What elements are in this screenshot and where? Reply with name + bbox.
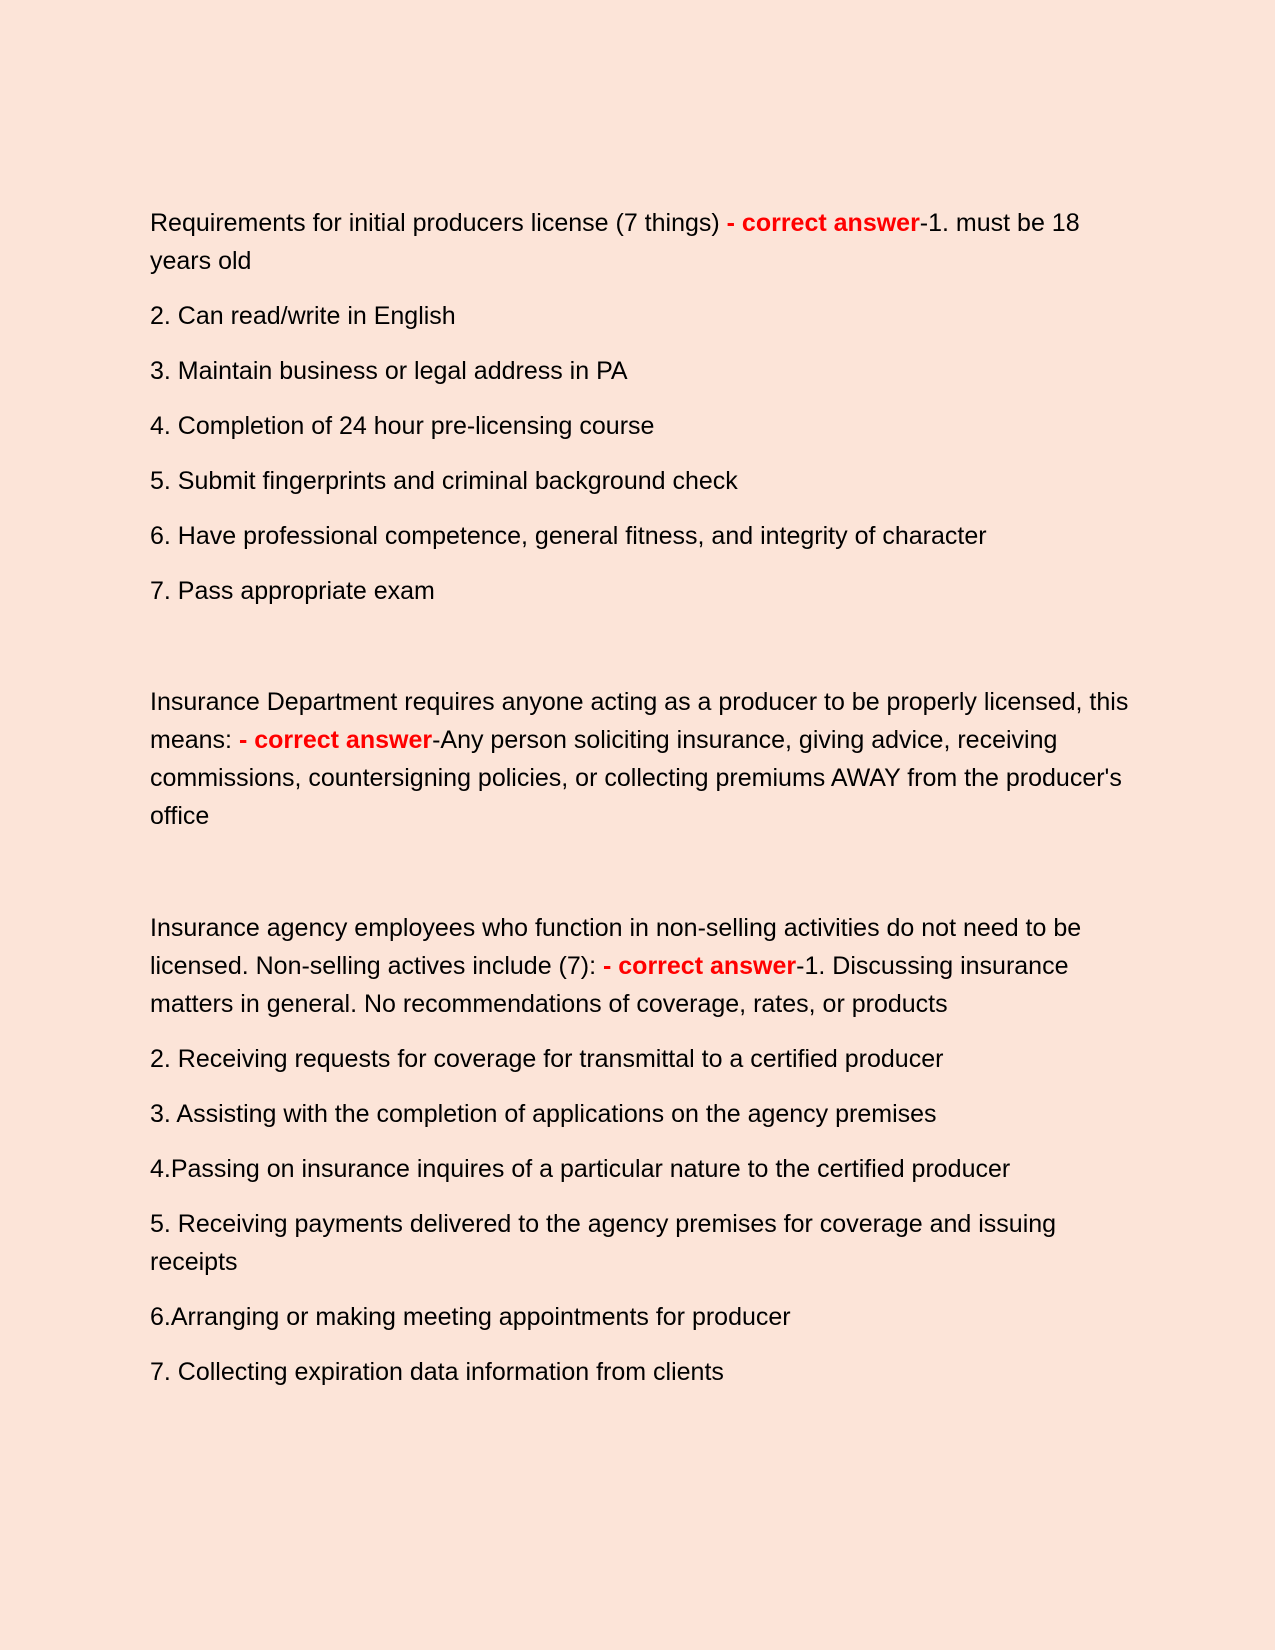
question-text: Insurance agency employees who function in non-selling activities do not need to be licensed. Non-selling actives include (7): xyxy=(150,914,1082,980)
qa-item-licensing-requirements xyxy=(150,204,1135,627)
question-text: Insurance Department requires anyone acting as a producer to be properly licensed, this means: xyxy=(150,688,1129,754)
qa-item-non-selling-activities xyxy=(150,909,1135,1408)
answer-line: 5. Receiving payments delivered to the agency premises for coverage and issuing receipts xyxy=(150,1210,1057,1276)
answer-line: 7. Collecting expiration data information from clients xyxy=(150,1358,724,1386)
correct-answer-marker: - correct answer xyxy=(726,209,920,237)
answer-text: -1. must be 18 years old xyxy=(150,209,1080,275)
answer-line: 7. Pass appropriate exam xyxy=(150,577,435,605)
qa-item-licensing-meaning xyxy=(150,683,1135,852)
question-text: Requirements for initial producers license (7 things) xyxy=(150,209,727,237)
answer-line: 6. Have professional competence, general fitness, and integrity of character xyxy=(150,522,987,550)
answer-line: 5. Submit fingerprints and criminal background check xyxy=(150,467,738,495)
question-line xyxy=(150,909,1135,1023)
correct-answer-marker: - correct answer xyxy=(603,952,797,980)
answer-line: 3. Assisting with the completion of applications on the agency premises xyxy=(150,1100,937,1128)
answer-text: -1. Discussing insurance matters in general. No recommendations of coverage, rates, or products xyxy=(150,952,1069,1018)
answer-line: 3. Maintain business or legal address in PA xyxy=(150,357,628,385)
question-line xyxy=(150,683,1135,835)
correct-answer-marker: - correct answer xyxy=(238,726,433,754)
answer-line: 4.Passing on insurance inquires of a particular nature to the certified producer xyxy=(150,1155,1011,1183)
answer-text: -Any person soliciting insurance, giving advice, receiving commissions, countersigning policies, or collecting premiums AWAY from the producer's office xyxy=(150,726,1122,830)
answer-line: 2. Receiving requests for coverage for transmittal to a certified producer xyxy=(150,1045,944,1073)
answer-line: 2. Can read/write in English xyxy=(150,302,456,330)
answer-line: 4. Completion of 24 hour pre-licensing course xyxy=(150,412,655,440)
question-line xyxy=(150,204,1135,280)
answer-line: 6.Arranging or making meeting appointments for producer xyxy=(150,1303,791,1331)
